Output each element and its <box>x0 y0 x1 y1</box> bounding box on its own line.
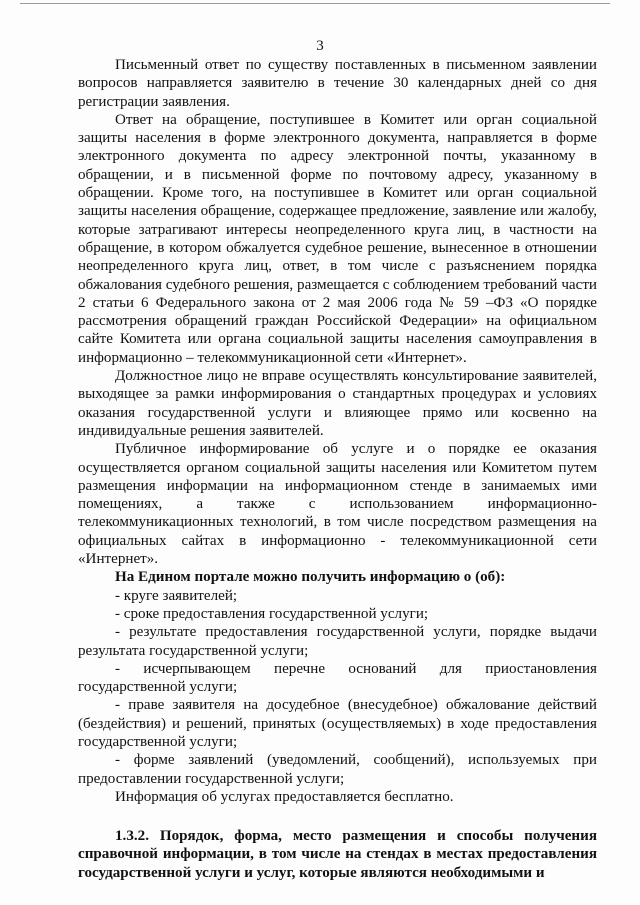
list-item: - круге заявителей; <box>115 587 238 604</box>
list-item: - результате предоставления государственной услуги, порядке выдачи результата государственной услуги; <box>78 624 597 659</box>
paragraph-free-info: Информация об услугах предоставляется бесплатно. <box>115 788 454 805</box>
list-item: - исчерпывающем перечне оснований для приостановления государственной услуги; <box>78 660 597 696</box>
section-heading-1-3-2: 1.3.2. Порядок, форма, место размещения и способы получения справочной информации, в том числе на стендах в местах предоставления государственной услуги и услуг, которые являются необходимыми и <box>78 828 597 881</box>
scan-edge-line <box>20 3 610 4</box>
paragraph-public-info: Публичное информирование об услуге и о порядке ее оказания осуществляется органом социальной защиты населения или Комитетом путем размещения информации на информационном стенде в занимаемых ими помещениях, а также с использованием информационно-телекоммуникационных технологий, в том числе посредством размещения на официальных сайтах в информационно - телекоммуникационной сети «Интернет». <box>78 441 597 568</box>
paragraph-electronic-reply: Ответ на обращение, поступившее в Комитет или орган социальной защиты населения в форме электронного документа, направляется в форме электронного документа по адресу электронной почты, указанному в обращении, и в письменной форме по почтовому адресу, указанному в обращении. Кроме того, на поступившее в Комитет или орган социальной защиты населения обращение, содержащее предложение, заявление или жалобу, которые затрагивают интересы неопределенного круга лиц, в частности на обращение, в котором обжалуется судебное решение, вынесенное в отношении неопределенного круга лиц, ответ, в том числе с разъяснением порядка обжалования судебного решения, размещается с соблюдением требований части 2 статьи 6 Федерального закона от 2 мая 2006 года № 59 –ФЗ «О порядке рассмотрения обращений граждан Российской Федерации» на официальном сайте Комитета или органа социальной защиты населения самоуправления в информационно – телекоммуникационной сети «Интернет». <box>78 111 597 366</box>
paragraph-written-reply: Письменный ответ по существу поставленных в письменном заявлении вопросов направляется заявителю в течение 30 календарных дней со дня регистрации заявления. <box>78 57 597 110</box>
list-item: - сроке предоставления государственной услуги; <box>115 605 429 622</box>
portal-heading: На Едином портале можно получить информацию о (об): <box>115 569 506 586</box>
section-spacer <box>78 806 597 827</box>
list-item: - форме заявлений (уведомлений, сообщений), используемых при предоставлении государственной услуги; <box>78 752 597 787</box>
page-number: 3 <box>316 38 324 54</box>
paragraph-consulting-limits: Должностное лицо не вправе осуществлять консультирование заявителей, выходящее за рамки информирования о стандартных процедурах и условиях оказания государственной услуги и влияющее прямо или косвенно на индивидуальные решения заявителей. <box>78 368 597 439</box>
document-body <box>78 56 597 882</box>
list-item: - праве заявителя на досудебное (внесудебное) обжалование действий (бездействия) и решений, принятых (осуществляемых) в ходе предоставления государственной услуги; <box>78 697 597 750</box>
